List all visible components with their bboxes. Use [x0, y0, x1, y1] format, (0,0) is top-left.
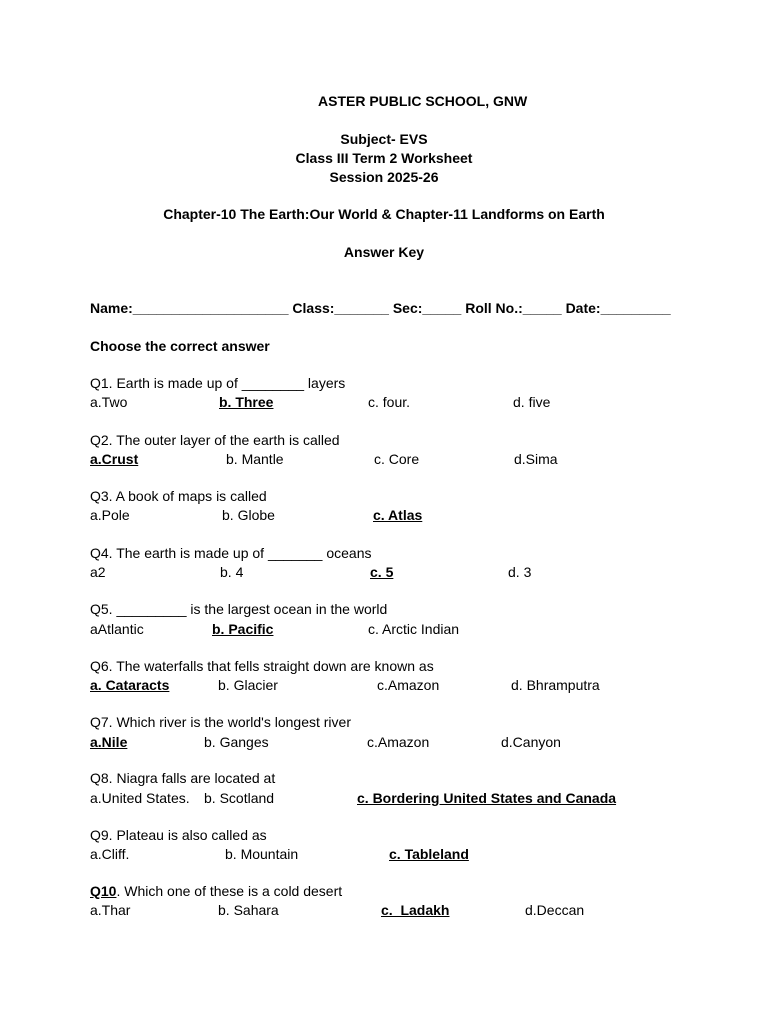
- q1-option-a: a.Two: [90, 394, 128, 410]
- school-name: ASTER PUBLIC SCHOOL, GNW: [318, 93, 528, 109]
- question-7: Q7. Which river is the world's longest river: [90, 714, 351, 730]
- question-6: Q6. The waterfalls that fells straight down are known as: [90, 658, 434, 674]
- class-term-line: Class III Term 2 Worksheet: [295, 150, 473, 166]
- q10-option-b: b. Sahara: [218, 902, 279, 918]
- question-8: Q8. Niagra falls are located at: [90, 770, 276, 786]
- q1-option-c: c. four.: [368, 394, 411, 410]
- question-2: Q2. The outer layer of the earth is called: [90, 432, 340, 448]
- q9-option-c-answer: c. Tableland: [389, 846, 469, 862]
- session-line: Session 2025-26: [329, 169, 439, 185]
- q5-option-a: aAtlantic: [90, 621, 144, 637]
- chapter-title: Chapter-10 The Earth:Our World & Chapter-11 Landforms on Earth: [163, 206, 605, 222]
- q10-option-a: a.Thar: [90, 902, 131, 918]
- q5-option-c: c. Arctic Indian: [368, 621, 460, 637]
- q8-option-b: b. Scotland: [204, 790, 275, 806]
- q2-option-d: d.Sima: [514, 451, 558, 467]
- q4-option-a: a2: [90, 564, 106, 580]
- question-1: Q1. Earth is made up of ________ layers: [90, 375, 346, 391]
- q8-option-c-answer: c. Bordering United States and Canada: [357, 790, 617, 806]
- q7-option-d: d.Canyon: [501, 734, 561, 750]
- answer-key-label: Answer Key: [343, 244, 425, 260]
- question-4: Q4. The earth is made up of _______ oceans: [90, 545, 372, 561]
- question-10-number: Q10: [90, 883, 117, 899]
- q7-option-a-answer: a.Nile: [90, 734, 128, 750]
- q9-option-a: a.Cliff.: [90, 846, 130, 862]
- q7-option-b: b. Ganges: [204, 734, 269, 750]
- q6-option-b: b. Glacier: [218, 677, 278, 693]
- q3-option-c-answer: c. Atlas: [373, 507, 423, 523]
- q2-option-c: c. Core: [374, 451, 420, 467]
- q2-option-b: b. Mantle: [226, 451, 284, 467]
- q10-option-d: d.Deccan: [525, 902, 585, 918]
- q4-option-d: d. 3: [508, 564, 532, 580]
- q2-option-a-answer: a.Crust: [90, 451, 139, 467]
- q10-option-c-answer: c. Ladakh: [381, 902, 450, 918]
- q7-option-c: c.Amazon: [367, 734, 430, 750]
- q4-option-c-answer: c. 5: [370, 564, 394, 580]
- q6-option-a-answer: a. Cataracts: [90, 677, 170, 693]
- instruction: Choose the correct answer: [90, 338, 270, 354]
- question-5: Q5. _________ is the largest ocean in the world: [90, 601, 388, 617]
- q6-option-d: d. Bhramputra: [511, 677, 600, 693]
- q6-option-c: c.Amazon: [377, 677, 440, 693]
- q3-option-b: b. Globe: [222, 507, 275, 523]
- question-10-text: . Which one of these is a cold desert: [116, 883, 343, 899]
- subject-line: Subject- EVS: [340, 131, 428, 147]
- q1-option-b-answer: b. Three: [219, 394, 274, 410]
- q4-option-b: b. 4: [220, 564, 244, 580]
- q1-option-d: d. five: [513, 394, 551, 410]
- question-3: Q3. A book of maps is called: [90, 488, 267, 504]
- q3-option-a: a.Pole: [90, 507, 130, 523]
- q5-option-b-answer: b. Pacific: [212, 621, 274, 637]
- q9-option-b: b. Mountain: [225, 846, 299, 862]
- question-9: Q9. Plateau is also called as: [90, 827, 267, 843]
- q8-option-a: a.United States.: [90, 790, 190, 806]
- student-fields-line: Name:____________________ Class:_______ Sec:_____ Roll No.:_____ Date:_________: [90, 300, 671, 316]
- question-10: [90, 883, 342, 899]
